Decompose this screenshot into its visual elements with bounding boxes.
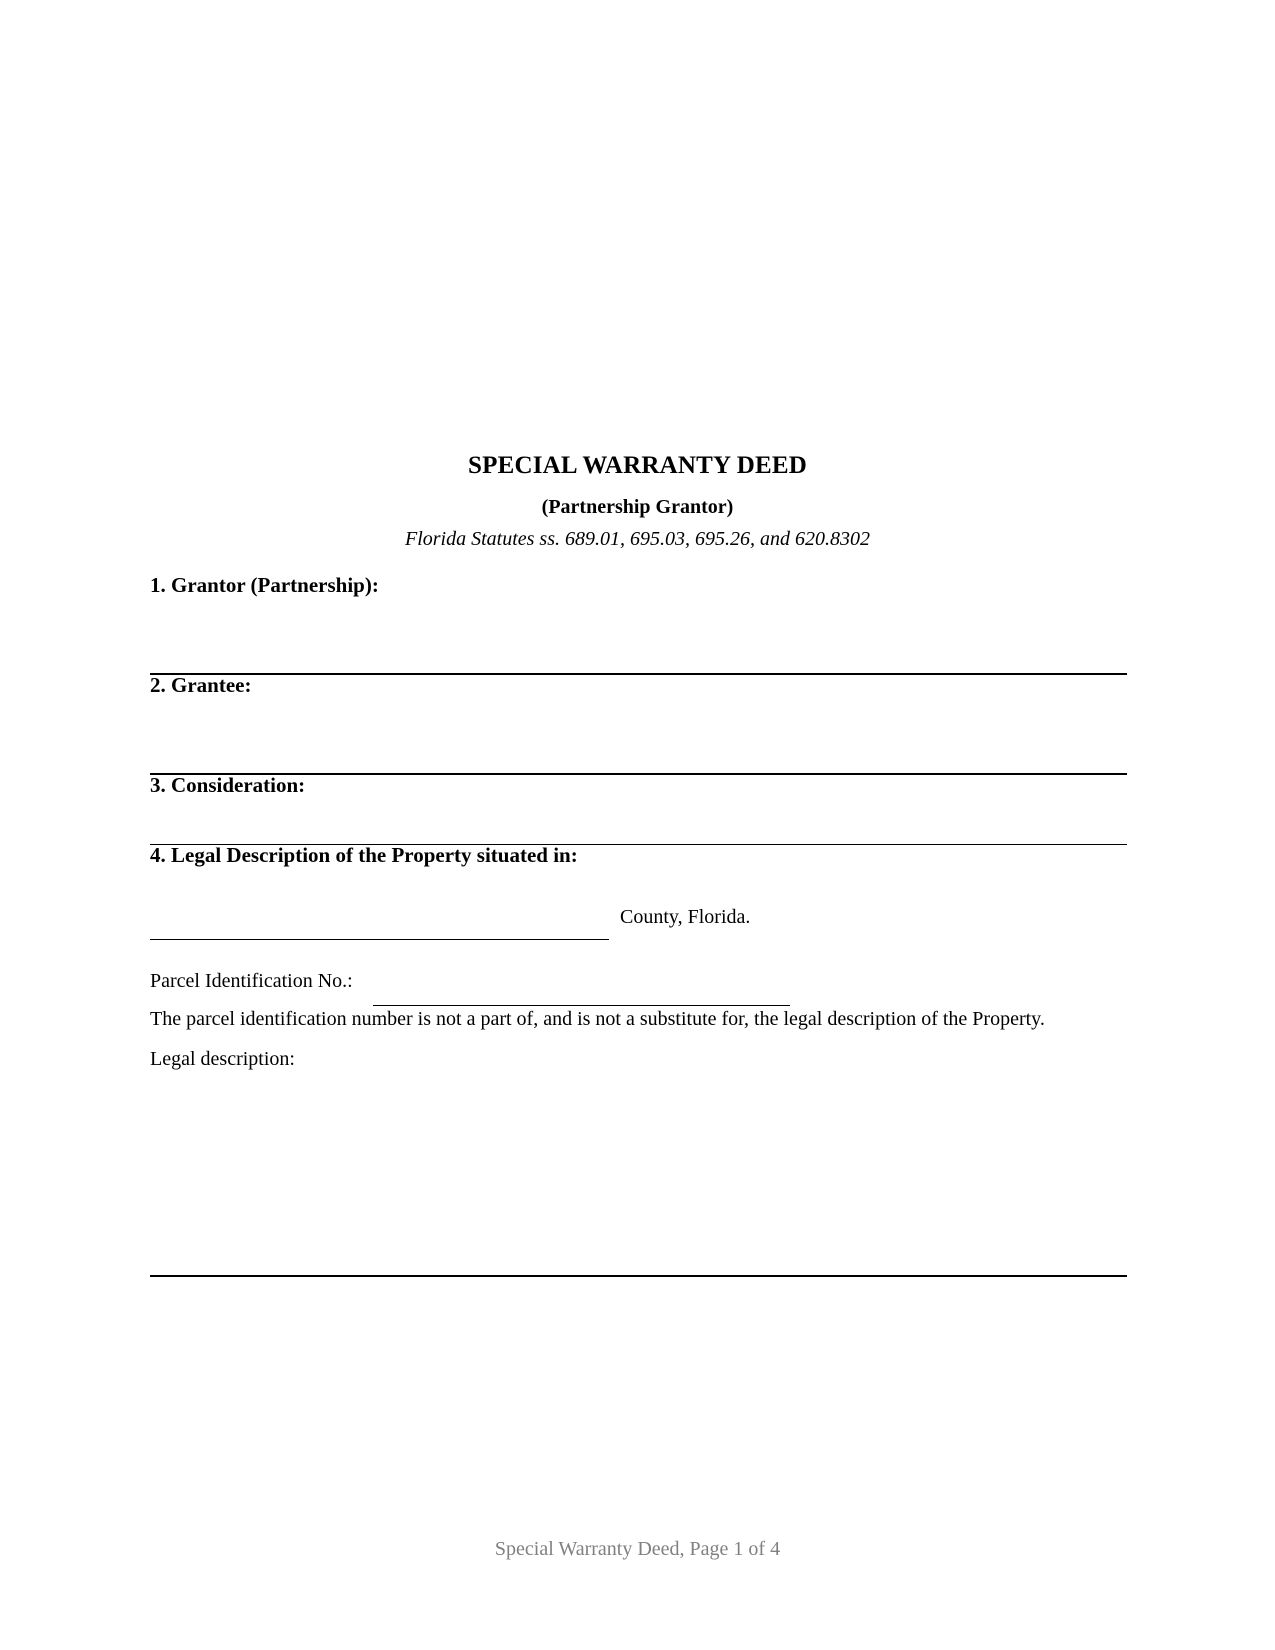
county-suffix: County, Florida. [620,906,751,928]
parcel-id-field-line[interactable] [373,1005,790,1006]
legal-description-label: Legal description: [150,1048,295,1070]
consideration-heading: 3. Consideration: [150,773,306,797]
statute-reference: Florida Statutes ss. 689.01, 695.03, 695.26, and 620.8302 [404,528,870,550]
document-title: SPECIAL WARRANTY DEED [468,452,807,479]
parcel-id-note: The parcel identification number is not a part of, and is not a substitute for, the legal description of the Property. [150,1008,1045,1030]
grantor-heading: 1. Grantor (Partnership): [150,573,379,597]
grantee-heading: 2. Grantee: [150,673,252,697]
legal-description-field-line[interactable] [150,1275,1127,1277]
county-field-line[interactable] [150,939,609,940]
page-footer: Special Warranty Deed, Page 1 of 4 [494,1538,781,1560]
grantor-field-line[interactable] [150,673,1127,675]
legal-description-heading: 4. Legal Description of the Property situated in: [150,843,578,867]
document-subtitle: (Partnership Grantor) [541,496,734,518]
parcel-id-label: Parcel Identification No.: [150,970,353,992]
